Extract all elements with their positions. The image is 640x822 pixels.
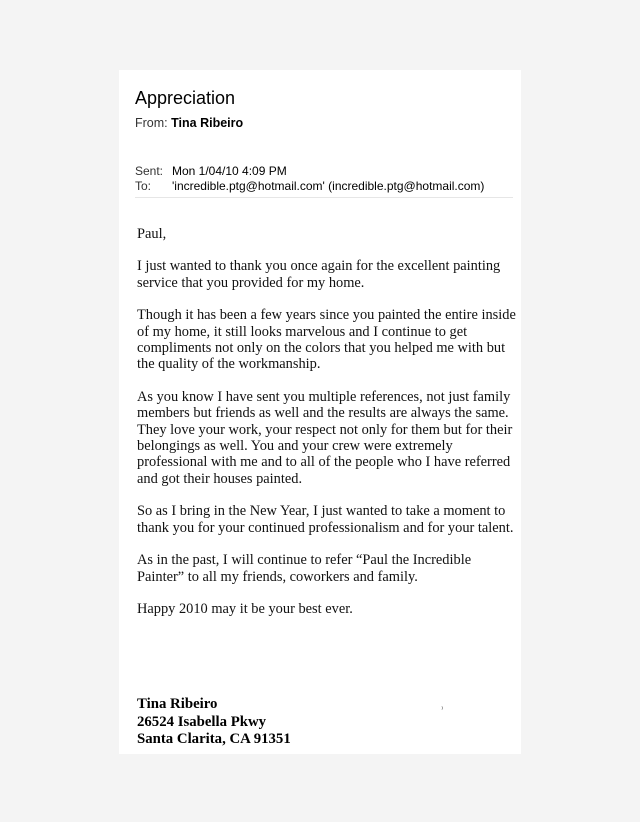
letter-paragraph: Happy 2010 may it be your best ever.	[137, 600, 353, 617]
email-from-row	[135, 115, 243, 131]
to-value: 'incredible.ptg@hotmail.com' (incredible.ptg@hotmail.com)	[172, 179, 485, 193]
from-name: Tina Ribeiro	[171, 116, 244, 130]
to-label: To:	[135, 179, 152, 193]
letter-paragraph: As in the past, I will continue to refer “Paul the Incredible Painter” to all my friends, coworkers and family.	[137, 552, 472, 585]
letter-paragraph: So as I bring in the New Year, I just wanted to take a moment to thank you for your continued professionalism and for your talent.	[137, 503, 514, 536]
signature-street: 26524 Isabella Pkwy	[137, 713, 267, 730]
header-divider	[135, 197, 513, 198]
letter-paragraph: I just wanted to thank you once again for the excellent painting service that you provided for my home.	[137, 258, 501, 291]
email-sent-row	[135, 163, 287, 179]
signature-block	[137, 696, 291, 749]
letter-paragraph: As you know I have sent you multiple references, not just family members but friends as well and the results are always the same. They love your work, your respect not only for them but for their belongings as well. You and your crew were extremely professional with me and to all of the people who I have referred and got their houses painted.	[137, 388, 513, 487]
sent-label: Sent:	[135, 164, 164, 178]
letter-greeting: Paul,	[137, 226, 167, 242]
email-subject: Appreciation	[135, 88, 236, 108]
email-to-row	[135, 178, 484, 194]
signature-name: Tina Ribeiro	[137, 696, 218, 712]
letter-body	[137, 226, 517, 633]
signature-city-line: Santa Clarita, CA 91351	[137, 731, 291, 747]
sent-value: Mon 1/04/10 4:09 PM	[172, 164, 287, 178]
letter-paragraph: Though it has been a few years since you painted the entire inside of my home, it still looks marvelous and I continue to get compliments not only on the colors that you helped me with but the quality of the workmanship.	[137, 307, 516, 373]
from-label: From:	[135, 116, 168, 130]
